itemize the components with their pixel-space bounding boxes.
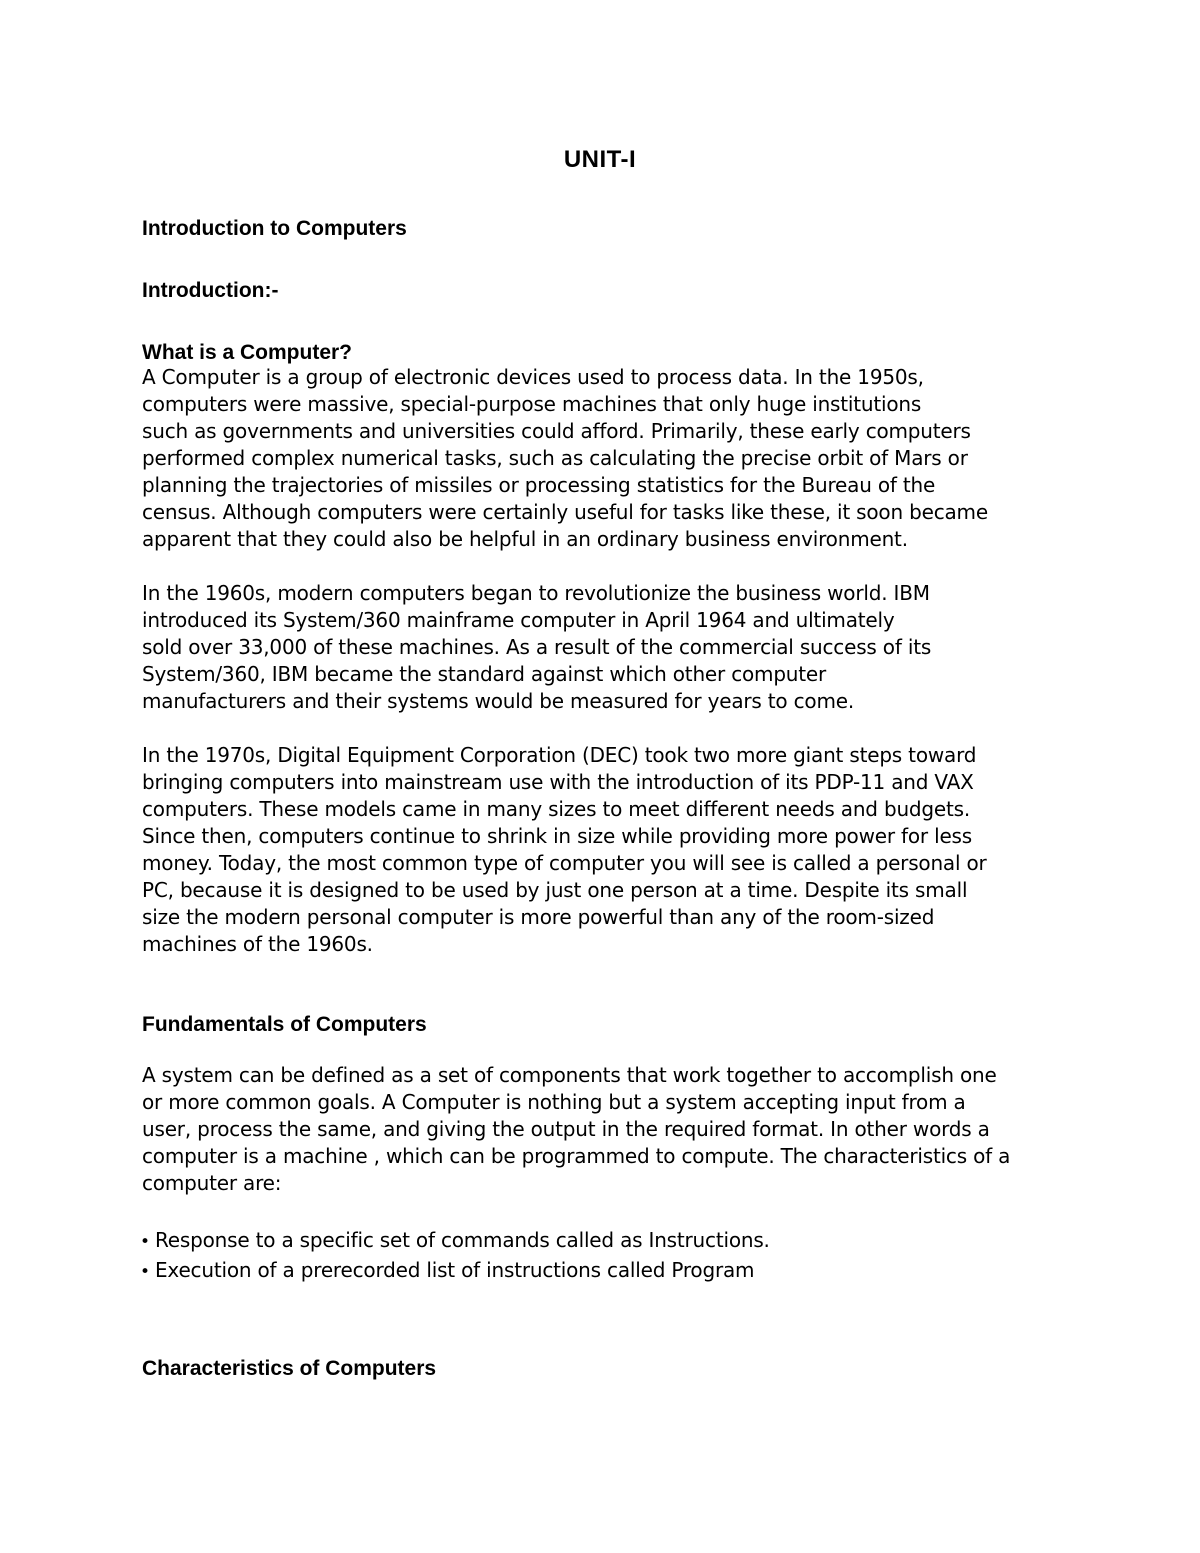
heading-fundamentals-of-computers: Fundamentals of Computers [142,1013,427,1036]
list-item-text: Response to a specific set of commands called as Instructions. [155,1228,770,1252]
paragraph-line: computer are: [142,1171,282,1195]
paragraph-line: performed complex numerical tasks, such as calculating the precise orbit of Mars or [142,446,968,470]
paragraph-line: manufacturers and their systems would be measured for years to come. [142,689,854,713]
paragraph-line: computer is a machine , which can be programmed to compute. The characteristics of a [142,1144,1011,1168]
bullet-icon: • [140,1262,150,1282]
list-item [140,1256,770,1286]
bullet-list [140,1226,770,1286]
paragraph-line: money. Today, the most common type of computer you will see is called a personal or [142,851,987,875]
paragraph-line: A system can be defined as a set of components that work together to accomplish one [142,1063,997,1087]
paragraph-line: A Computer is a group of electronic devices used to process data. In the 1950s, [142,365,924,389]
paragraph-line: In the 1960s, modern computers began to revolutionize the business world. IBM [142,581,930,605]
paragraph-1970s [142,742,987,958]
heading-what-is-a-computer: What is a Computer? [142,341,353,364]
list-item [140,1226,770,1256]
paragraph-line: sold over 33,000 of these machines. As a result of the commercial success of its [142,635,932,659]
paragraph-line: System/360, IBM became the standard against which other computer [142,662,827,686]
paragraph-1960s [142,580,931,715]
heading-introduction: Introduction:- [142,279,279,302]
paragraph-line: computers. These models came in many sizes to meet different needs and budgets. [142,797,971,821]
page-title: UNIT-I [563,146,637,173]
paragraph-line: planning the trajectories of missiles or processing statistics for the Bureau of the [142,473,936,497]
paragraph-line: machines of the 1960s. [142,932,373,956]
list-item-text: Execution of a prerecorded list of instructions called Program [155,1258,755,1282]
paragraph-line: Since then, computers continue to shrink in size while providing more power for less [142,824,972,848]
heading-characteristics-of-computers: Characteristics of Computers [142,1357,437,1380]
paragraph-line: apparent that they could also be helpful in an ordinary business environment. [142,527,908,551]
paragraph-line: user, process the same, and giving the output in the required format. In other words a [142,1117,990,1141]
paragraph-line: or more common goals. A Computer is nothing but a system accepting input from a [142,1090,966,1114]
paragraph-line: In the 1970s, Digital Equipment Corporation (DEC) took two more giant steps toward [142,743,977,767]
paragraph-what-is-computer [142,364,988,553]
paragraph-line: census. Although computers were certainly useful for tasks like these, it soon became [142,500,988,524]
paragraph-line: PC, because it is designed to be used by just one person at a time. Despite its small [142,878,968,902]
paragraph-line: computers were massive, special-purpose machines that only huge institutions [142,392,922,416]
paragraph-line: such as governments and universities could afford. Primarily, these early computers [142,419,971,443]
paragraph-fundamentals [142,1062,1010,1197]
paragraph-line: size the modern personal computer is more powerful than any of the room-sized [142,905,935,929]
paragraph-line: bringing computers into mainstream use with the introduction of its PDP-11 and VAX [142,770,974,794]
paragraph-line: introduced its System/360 mainframe computer in April 1964 and ultimately [142,608,895,632]
heading-introduction-to-computers: Introduction to Computers [142,217,407,240]
bullet-icon: • [140,1232,150,1252]
